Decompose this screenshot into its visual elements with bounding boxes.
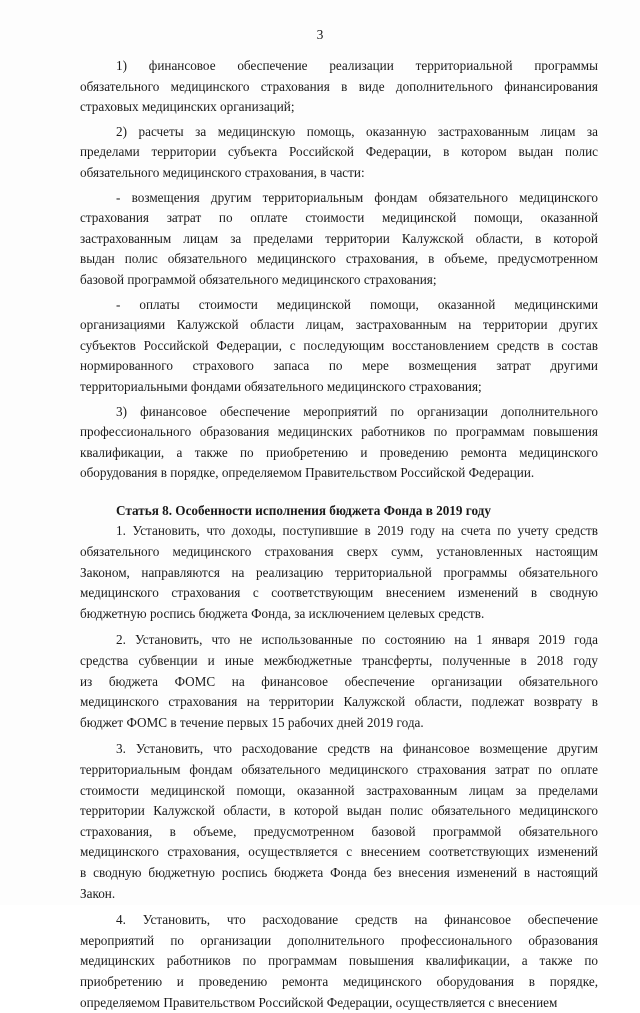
text-line: обязательного медицинского страхования в виде дополнительного финансирования [80, 78, 598, 94]
text-line: 3. Установить, что расходование средств на финансовое возмещение другим [116, 741, 598, 757]
text-line: 2) расчеты за медицинскую помощь, оказанную застрахованным лицам за [116, 123, 598, 139]
text-line: страховых медицинских организаций; [80, 99, 295, 115]
text-line: застрахованным лицам за пределами территории Калужской области, в которой [80, 230, 598, 246]
text-line: в сводную бюджетную роспись бюджета Фонда без внесения изменений в настоящий [80, 864, 598, 880]
text-line: 1. Установить, что доходы, поступившие в 2019 году на счета по учету средств [116, 523, 598, 539]
page-number: 3 [316, 27, 324, 42]
text-line: страхования затрат по оплате стоимости медицинской помощи, оказанной [80, 210, 598, 226]
text-line: нормированного страхового запаса по мере возмещения затрат другими [80, 358, 598, 374]
text-line: Закон. [80, 885, 116, 901]
text-line: медицинских работников по программам повышения квалификации, а также по [80, 953, 598, 969]
text-line: организациями Калужской области лицам, застрахованным на территории других [80, 317, 598, 333]
article-heading: Статья 8. Особенности исполнения бюджета Фонда в 2019 году [116, 502, 491, 518]
text-line: медицинского страхования, осуществляется с внесением соответствующих изменений [80, 844, 598, 860]
text-line: бюджетную роспись бюджета Фонда, за исключением целевых средств. [80, 605, 485, 621]
text-line: 3) финансовое обеспечение мероприятий по организации дополнительного [116, 403, 598, 419]
text-line: мероприятий по организации дополнительного профессионального образования [80, 932, 598, 948]
article-8-paragraphs [80, 521, 598, 1013]
text-line: 4. Установить, что расходование средств на финансовое обеспечение [116, 912, 598, 928]
text-line: из бюджета ФОМС на финансовое обеспечение организации обязательного [80, 673, 598, 689]
paragraph [80, 295, 598, 398]
text-line: - оплаты стоимости медицинской помощи, оказанной медицинскими [116, 296, 598, 312]
text-line: Законом, направляются на реализацию территориальной программы обязательного [80, 564, 598, 580]
paragraph [80, 630, 598, 733]
text-line: медицинского страхования на территории Калужской области, подлежат возврату в [80, 694, 598, 710]
text-line: определяемом Правительством Российской Федерации, осуществляется с внесением [80, 994, 558, 1010]
financing-list [80, 56, 598, 484]
paragraph [80, 188, 598, 291]
paragraph [80, 56, 598, 118]
text-line: обязательного медицинского страхования сверх сумм, установленных настоящим [80, 544, 598, 560]
text-line: территориальными фондами обязательного медицинского страхования; [80, 378, 482, 394]
text-line: пределами территории субъекта Российской Федерации, в котором выдан полис [80, 144, 598, 160]
text-line: территориальным фондам обязательного медицинского страхования затрат по оплате [80, 762, 598, 777]
text-line: приобретению и проведению ремонта медицинского оборудования в порядке, [80, 973, 598, 989]
text-line: 2. Установить, что не использованные по состоянию на 1 января 2019 года [116, 632, 598, 648]
text-line: территории Калужской области, в которой выдан полис обязательного медицинского [80, 803, 598, 819]
text-line: страхования, в объеме, предусмотренном базовой программой обязательного [80, 823, 598, 839]
text-line: выдан полис обязательного медицинского страхования, в объеме, предусмотренном [80, 251, 598, 267]
document-body [80, 56, 598, 1013]
text-line: стоимости медицинской помощи, оказанной застрахованным лицам за пределами [80, 782, 598, 798]
text-line: средства субвенции и иные межбюджетные трансферты, полученные в 2018 году [80, 653, 598, 669]
text-line: квалификации, а также по приобретению и проведению ремонта медицинского [80, 444, 598, 460]
text-line: субъектов Российской Федерации, с последующим восстановлением средств в состав [80, 337, 598, 353]
text-line: - возмещения другим территориальным фондам обязательного медицинского [116, 189, 598, 205]
text-line: обязательного медицинского страхования, в части: [80, 164, 365, 180]
text-line: профессионального образования медицинских работников по программам повышения [80, 424, 598, 440]
paragraph [80, 739, 598, 904]
paragraph [80, 521, 598, 624]
paragraph [80, 910, 598, 1013]
text-line: медицинского страхования с соответствующим внесением изменений в сводную [80, 585, 598, 601]
text-line: базовой программой обязательного медицинского страхования; [80, 271, 437, 287]
paragraph [80, 122, 598, 184]
paragraph [80, 402, 598, 484]
text-line: бюджет ФОМС в течение первых 15 рабочих дней 2019 года. [80, 714, 424, 730]
text-line: оборудования в порядке, определяемом Правительством Российской Федерации. [80, 465, 535, 481]
text-line: 1) финансовое обеспечение реализации территориальной программы [116, 58, 598, 73]
